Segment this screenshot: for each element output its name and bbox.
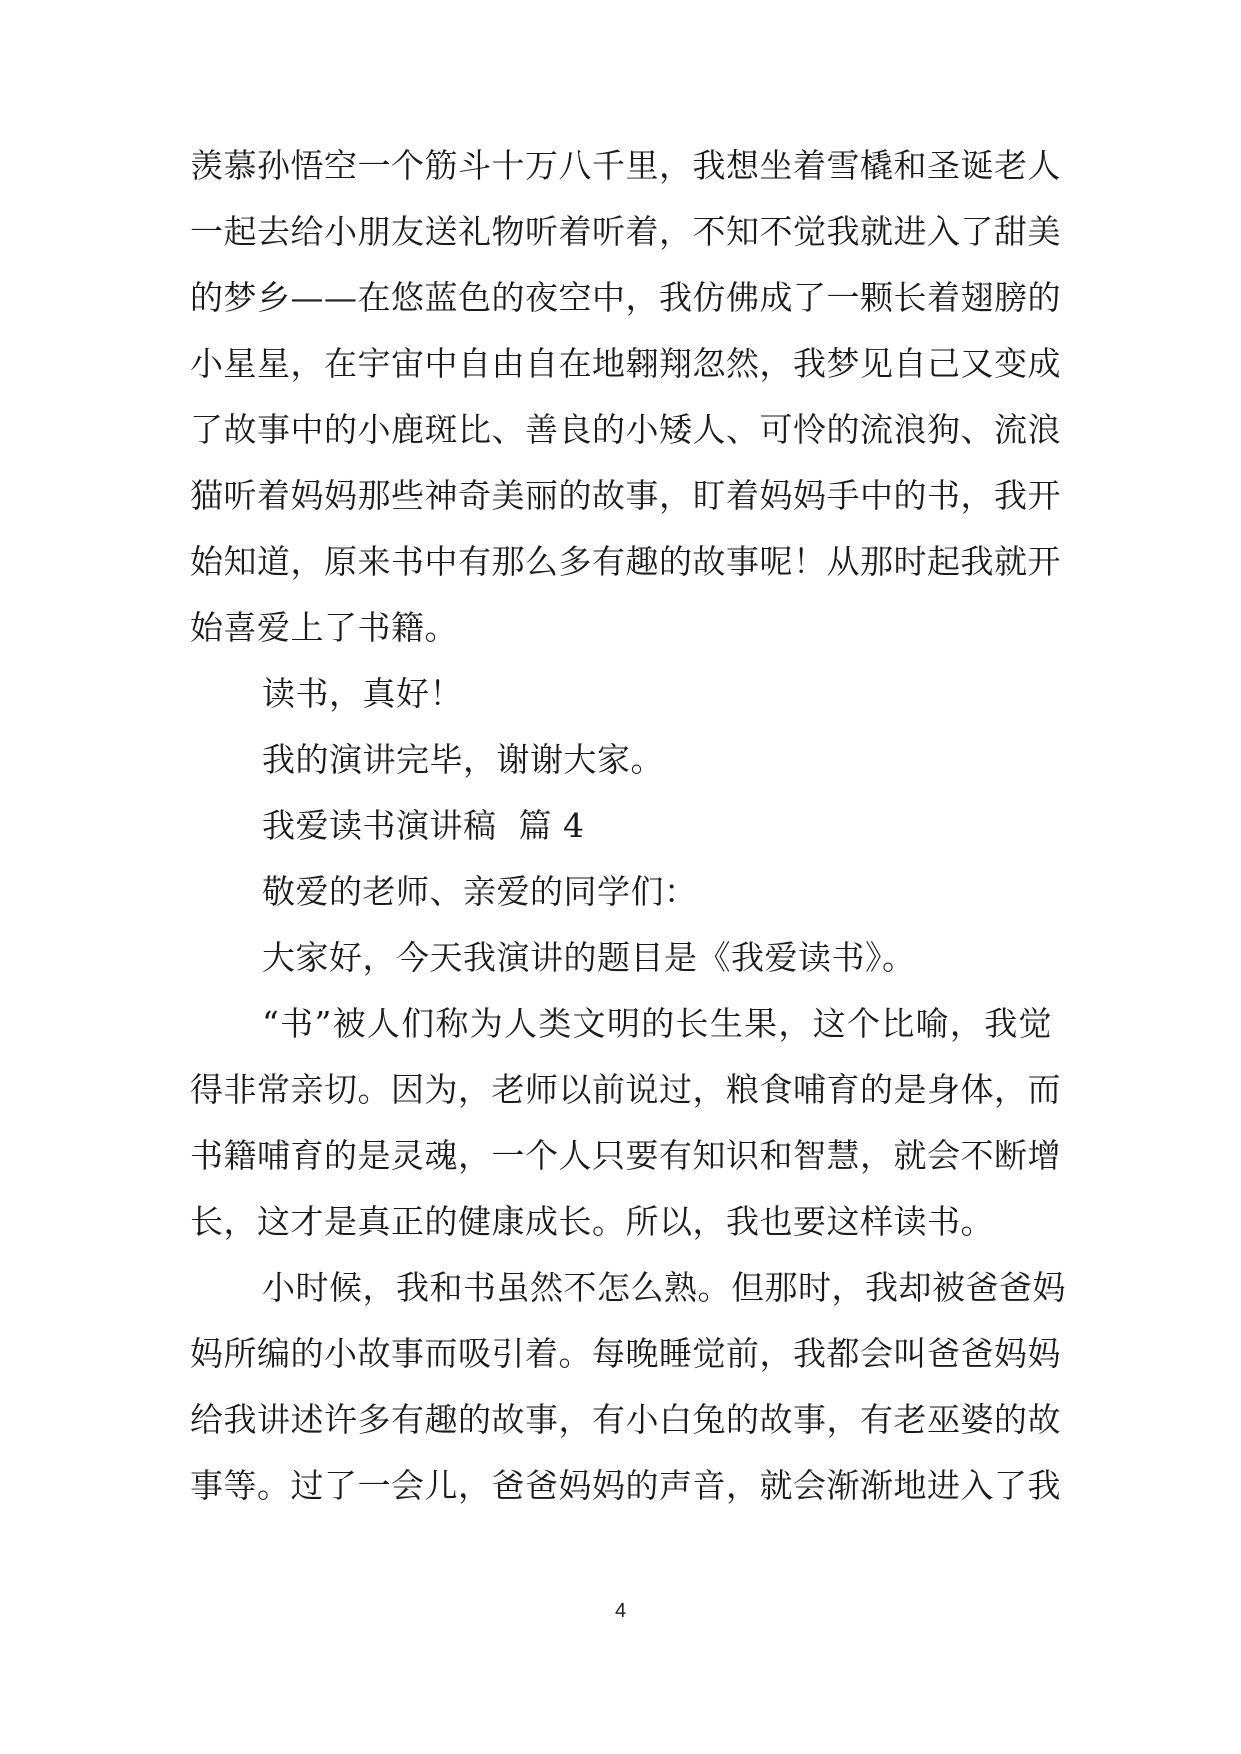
text-line: 始知道，原来书中有那么多有趣的故事呢！从那时起我就开 — [190, 542, 1061, 581]
text-line: 书籍哺育的是灵魂，一个人只要有知识和智慧，就会不断增 — [190, 1136, 1061, 1175]
text-line: 妈所编的小故事而吸引着。每晚睡觉前，我都会叫爸爸妈妈 — [190, 1334, 1061, 1373]
text-line: 我的演讲完毕，谢谢大家。 — [262, 740, 664, 779]
text-line: 事等。过了一会儿，爸爸妈妈的声音，就会渐渐地进入了我 — [190, 1466, 1061, 1505]
text-line: 了故事中的小鹿斑比、善良的小矮人、可怜的流浪狗、流浪 — [190, 410, 1061, 449]
page-number: 4 — [614, 1600, 627, 1622]
text-line: 得非常亲切。因为，老师以前说过，粮食哺育的是身体，而 — [190, 1070, 1061, 1109]
text-line: 长，这才是真正的健康成长。所以，我也要这样读书。 — [190, 1202, 994, 1241]
text-line: 大家好，今天我演讲的题目是《我爱读书》。 — [262, 938, 916, 977]
text-line: “书”被人们称为人类文明的长生果，这个比喻，我觉 — [262, 1004, 1052, 1043]
text-line: 羡慕孙悟空一个筋斗十万八千里，我想坐着雪橇和圣诞老人 — [190, 146, 1061, 185]
text-line: 小星星，在宇宙中自由自在地翱翔忽然，我梦见自己又变成 — [190, 344, 1061, 383]
text-line: 始喜爱上了书籍。 — [190, 608, 458, 647]
text-line: 猫听着妈妈那些神奇美丽的故事，盯着妈妈手中的书，我开 — [190, 476, 1061, 515]
text-line: 小时候，我和书虽然不怎么熟。但那时，我却被爸爸妈 — [262, 1268, 1066, 1307]
salutation: 敬爱的老师、亲爱的同学们： — [262, 872, 698, 911]
text-line: 给我讲述许多有趣的故事，有小白兔的故事，有老巫婆的故 — [190, 1400, 1061, 1439]
section-heading: 我爱读书演讲稿 篇 4 — [262, 806, 585, 845]
text-line: 的梦乡——在悠蓝色的夜空中，我仿佛成了一颗长着翅膀的 — [190, 278, 1061, 317]
text-line: 读书，真好！ — [262, 674, 463, 713]
text-line: 一起去给小朋友送礼物听着听着，不知不觉我就进入了甜美 — [190, 212, 1061, 251]
